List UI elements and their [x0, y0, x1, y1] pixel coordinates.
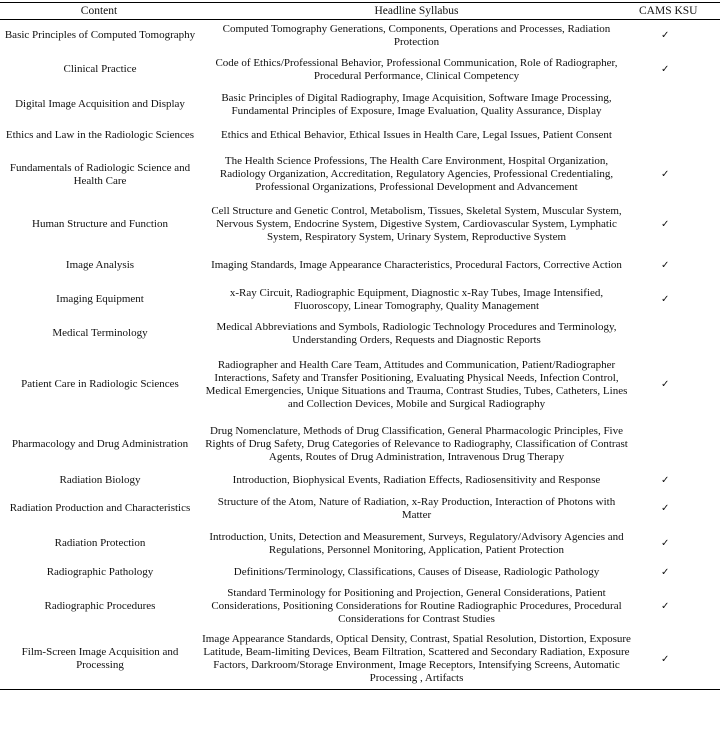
table-row: [0, 282, 720, 318]
content-cell: Radiation Protection: [54, 537, 146, 549]
table-body: [0, 20, 720, 690]
syllabus-cell: The Health Science Professions, The Health Care Environment, Hospital Organization, Radiology Organization, Accreditation, Regulatory Agencies, Professional Credentialing, Professional Organizations, Professional Development and Advancement: [219, 155, 614, 193]
table-row: [0, 20, 720, 52]
content-cell: Image Analysis: [65, 259, 135, 271]
table-row: [0, 318, 720, 350]
table-row: [0, 122, 720, 150]
syllabus-cell: Code of Ethics/Professional Behavior, Professional Communication, Role of Radiographer, Procedural Performance, Clinical Competency: [215, 56, 618, 82]
syllabus-cell: Cell Structure and Genetic Control, Metabolism, Tissues, Skeletal System, Muscular System, Nervous System, Endocrine System, Digestive System, Cardiovascular System, Lymphatic System, Respiratory System, Urinary System, Reproductive System: [211, 205, 622, 243]
cams-ksu-check-cell: ✓: [661, 601, 670, 612]
table-row: [0, 492, 720, 526]
content-cell: Patient Care in Radiologic Sciences: [21, 378, 179, 390]
content-cell: Radiographic Pathology: [46, 566, 154, 578]
table-row: [0, 250, 720, 282]
content-cell: Basic Principles of Computed Tomography: [4, 29, 196, 42]
content-cell: Film-Screen Image Acquisition and Processing: [0, 630, 198, 690]
cams-ksu-check-cell: ✓: [661, 567, 670, 578]
table-row: [0, 200, 720, 250]
syllabus-cell: Computed Tomography Generations, Components, Operations and Processes, Radiation Protection: [222, 22, 611, 48]
content-cell: Medical Terminology: [52, 327, 148, 339]
cams-ksu-check-cell: ✓: [661, 503, 670, 514]
header-cams-ksu: CAMS KSU: [635, 3, 720, 20]
table-row: [0, 526, 720, 562]
header-content: Content: [0, 3, 198, 20]
cams-ksu-check-cell: ✓: [661, 379, 670, 390]
header-row: [0, 3, 720, 20]
content-cell: Digital Image Acquisition and Display: [15, 98, 185, 110]
content-cell: Fundamentals of Radiologic Science and Health Care: [9, 161, 191, 187]
cams-ksu-check-cell: ✓: [661, 294, 670, 305]
syllabus-cell: Standard Terminology for Positioning and Projection, General Considerations, Patient Considerations, Positioning Considerations for Routine Radiographic Procedures, Procedural Considerations for Contrast Studies: [211, 587, 622, 625]
cams-ksu-check-cell: ✓: [661, 64, 670, 75]
syllabus-cell: Introduction, Units, Detection and Measurement, Surveys, Regulatory/Advisory Agencies and Regulations, Personnel Monitoring, Application, Patient Protection: [209, 530, 624, 556]
table-row: [0, 150, 720, 200]
content-cell: Clinical Practice: [63, 63, 137, 75]
syllabus-cell: Imaging Standards, Image Appearance Characteristics, Procedural Factors, Corrective Action: [211, 259, 622, 271]
cams-ksu-check-cell: ✓: [661, 538, 670, 549]
table-row: [0, 350, 720, 420]
syllabus-cell: Structure of the Atom, Nature of Radiation, x-Ray Production, Interaction of Photons with Matter: [217, 495, 616, 521]
syllabus-cell: Ethics and Ethical Behavior, Ethical Issues in Health Care, Legal Issues, Patient Consent: [221, 129, 612, 141]
syllabus-cell: Drug Nomenclature, Methods of Drug Classification, General Pharmacologic Principles, Five Rights of Drug Safety, Drug Categories of Relevance to Radiography, Classification of Contrast Agents, Routes of Drug Administration, Intravenous Drug Therapy: [205, 425, 628, 463]
syllabus-cell: Image Appearance Standards, Optical Density, Contrast, Spatial Resolution, Distortion, Exposure Latitude, Beam-limiting Devices, Beam Filtration, Scattered and Secondary Radiation, Exposure Factors, Darkroom/Storage Environment, Image Receptors, Intensifying Screens, Automatic Processing , Artifacts: [198, 630, 635, 690]
cams-ksu-check-cell: ✓: [661, 30, 670, 42]
cams-ksu-check-cell: [635, 88, 720, 122]
cams-ksu-check-cell: [635, 420, 720, 470]
content-cell: Radiation Biology: [59, 474, 141, 486]
header-syllabus: Headline Syllabus: [198, 3, 635, 20]
content-cell: Imaging Equipment: [56, 293, 144, 305]
cams-ksu-check-cell: ✓: [661, 219, 670, 230]
table-row: [0, 420, 720, 470]
syllabus-cell: Medical Abbreviations and Symbols, Radiologic Technology Procedures and Terminology, Understanding Orders, Requests and Diagnostic Reports: [216, 320, 617, 346]
content-cell: Pharmacology and Drug Administration: [11, 438, 189, 450]
syllabus-cell: x-Ray Circuit, Radiographic Equipment, Diagnostic x-Ray Tubes, Image Intensified, Fluoroscopy, Linear Tomography, Quality Management: [229, 286, 604, 312]
cams-ksu-check-cell: ✓: [661, 260, 670, 271]
cams-ksu-check-cell: ✓: [635, 630, 720, 690]
cams-ksu-check-cell: ✓: [661, 169, 670, 180]
table-row: [0, 584, 720, 630]
cams-ksu-check-cell: [635, 318, 720, 350]
table-row: [0, 630, 720, 690]
content-cell: Radiation Production and Characteristics: [9, 502, 191, 514]
syllabus-table: [0, 2, 720, 690]
cams-ksu-check-cell: ✓: [661, 475, 670, 486]
table-row: [0, 88, 720, 122]
syllabus-cell: Radiographer and Health Care Team, Attitudes and Communication, Patient/Radiographer Interactions, Safety and Transfer Positioning, Evaluating Physical Needs, Infection Control, Medical Emergencies, Unique Situations and Trauma, Contrast Studies, Tubes, Catheters, Lines and Collection Devices, Mobile and Surgical Radiography: [205, 358, 628, 410]
content-cell: Ethics and Law in the Radiologic Sciences: [5, 129, 195, 141]
table-row: [0, 52, 720, 88]
syllabus-cell: Basic Principles of Digital Radiography, Image Acquisition, Software Image Processing, Fundamental Principles of Exposure, Image Evaluation, Quality Assurance, Display: [221, 91, 612, 117]
cams-ksu-check-cell: [635, 122, 720, 150]
syllabus-cell: Definitions/Terminology, Classifications, Causes of Disease, Radiologic Pathology: [233, 566, 600, 578]
syllabus-cell: Introduction, Biophysical Events, Radiation Effects, Radiosensitivity and Response: [232, 474, 601, 486]
table-row: [0, 562, 720, 584]
content-cell: Human Structure and Function: [32, 218, 168, 230]
table-row: [0, 470, 720, 492]
content-cell: Radiographic Procedures: [44, 600, 156, 612]
